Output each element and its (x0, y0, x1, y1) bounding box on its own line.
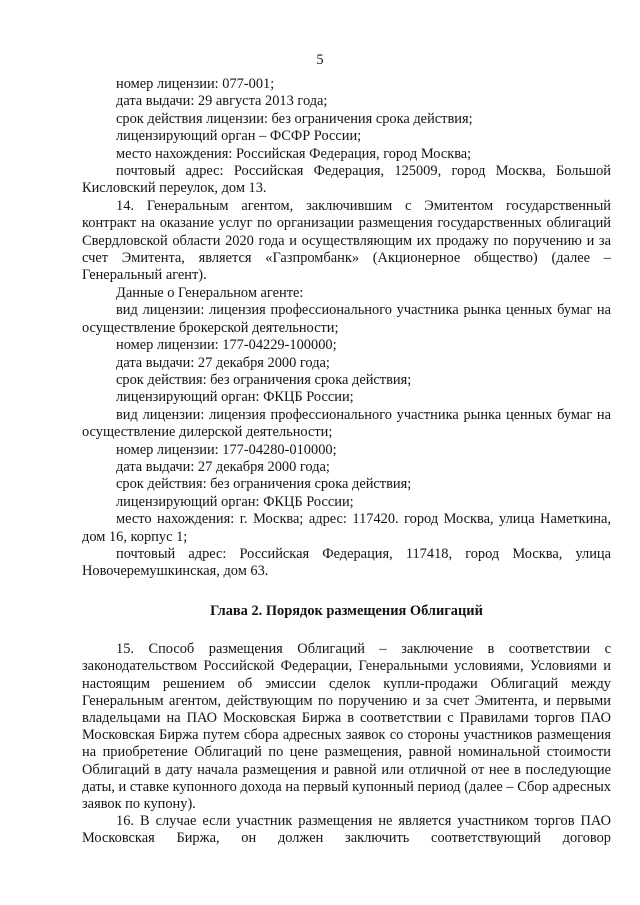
paragraph: лицензирующий орган: ФКЦБ России; (116, 493, 354, 510)
licensing-section (82, 76, 611, 581)
paragraph: срок действия: без ограничения срока действия; (116, 476, 412, 493)
paragraph: Данные о Генеральном агенте: (116, 284, 304, 301)
paragraph: 15. Способ размещения Облигаций – заключение в соответствии с законодательством Российской Федерации, Генеральными условиями, Условиями и настоящим решением об эмиссии сделок купли-продажи Облигаций между Генеральным агентом, действующим по поручению и за счет Эмитента, и первыми владельцами на ПАО Московская Биржа в соответствии с Правилами торгов ПАО Московская Биржа путем сбора адресных заявок со стороны участников размещения на приобретение Облигаций по цене размещения, равной номинальной стоимости Облигаций в дату начала размещения и равной или отличной от нее в последующие даты, и ставке купонного дохода на первый купонный период (далее – Сбор адресных заявок по купону). (82, 641, 611, 813)
paragraph: дата выдачи: 27 декабря 2000 года; (116, 354, 330, 371)
paragraph: место нахождения: Российская Федерация, город Москва; (116, 145, 472, 162)
paragraph: номер лицензии: 177-04280-010000; (116, 441, 337, 458)
page-number: 5 (316, 52, 324, 68)
paragraph: почтовый адрес: Российская Федерация, 117418, город Москва, улица Новочеремушкинская, дом 63. (82, 545, 611, 580)
chapter-heading: Глава 2. Порядок размещения Облигаций (210, 602, 483, 619)
paragraph: дата выдачи: 29 августа 2013 года; (116, 93, 328, 110)
paragraph: 16. В случае если участник размещения не является участником торгов ПАО Московская Биржа, он должен заключить соответствующий договор (82, 813, 611, 847)
paragraph: вид лицензии: лицензия профессионального участника рынка ценных бумаг на осуществление дилерской деятельности; (82, 406, 611, 441)
paragraph: дата выдачи: 27 декабря 2000 года; (116, 458, 330, 475)
placement-section (82, 641, 611, 847)
paragraph: почтовый адрес: Российская Федерация, 125009, город Москва, Большой Кисловский переулок, дом 13. (82, 163, 611, 197)
paragraph: лицензирующий орган: ФКЦБ России; (116, 389, 354, 406)
paragraph: лицензирующий орган – ФСФР России; (116, 128, 362, 145)
paragraph: 14. Генеральным агентом, заключившим с Эмитентом государственный контракт на оказание услуг по организации размещения государственных облигаций Свердловской области 2020 года и осуществляющим их продажу по поручению и за счет Эмитента, является «Газпромбанк» (Акционерное общество) (далее – Генеральный агент). (82, 197, 611, 284)
paragraph: место нахождения: г. Москва; адрес: 117420. город Москва, улица Наметкина, дом 16, корпус 1; (82, 511, 611, 545)
paragraph: вид лицензии: лицензия профессионального участника рынка ценных бумаг на осуществление брокерской деятельности; (82, 302, 611, 336)
paragraph: срок действия лицензии: без ограничения срока действия; (116, 110, 473, 127)
paragraph: номер лицензии: 077-001; (116, 76, 275, 92)
paragraph: номер лицензии: 177-04229-100000; (116, 337, 337, 354)
paragraph: срок действия: без ограничения срока действия; (116, 371, 412, 388)
